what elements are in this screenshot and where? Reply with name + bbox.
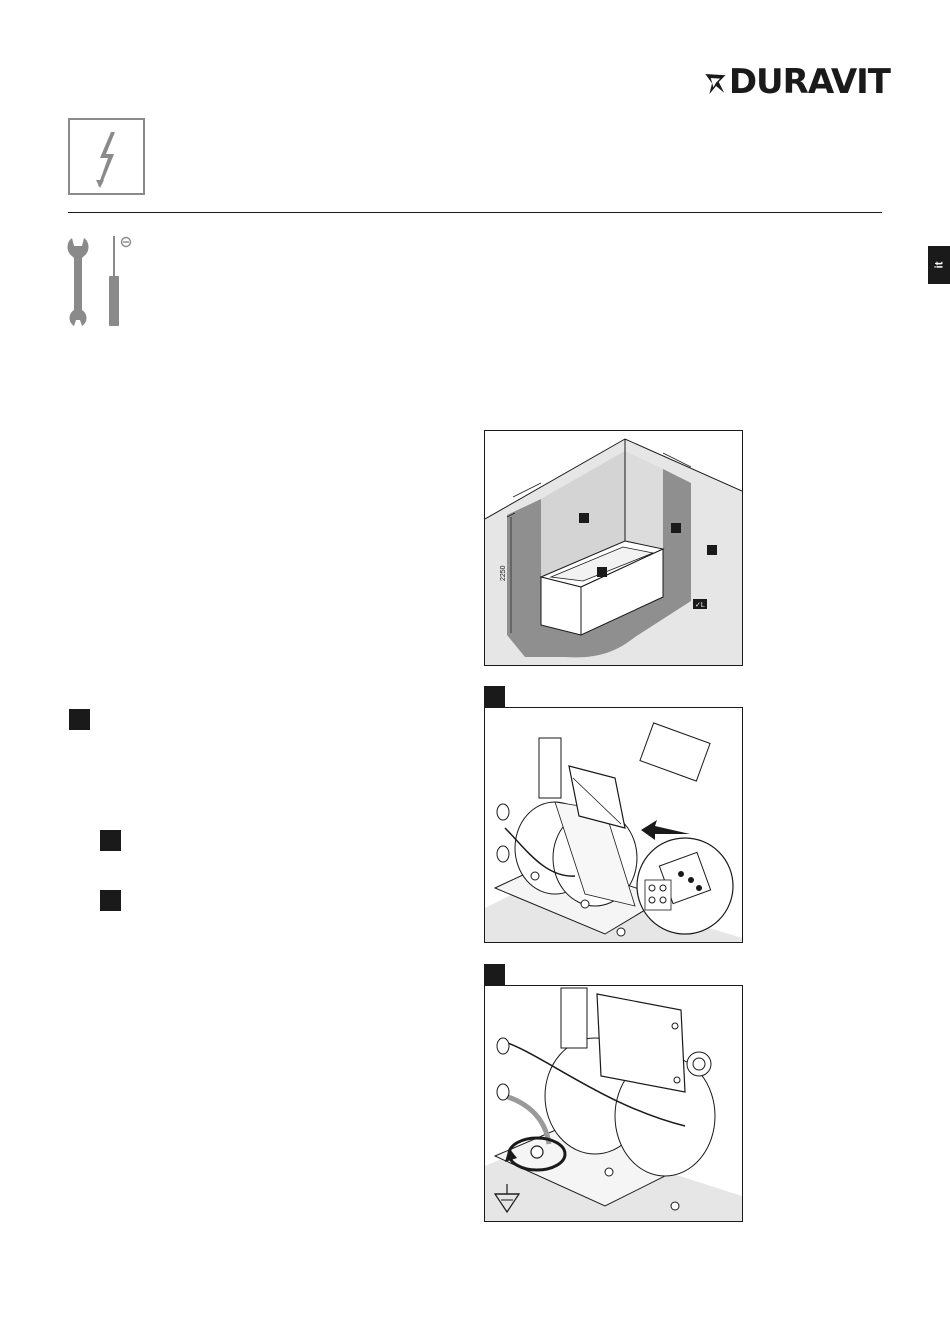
duravit-logo [704, 60, 890, 104]
figure-3-number [484, 964, 505, 985]
step-marker-1 [69, 709, 90, 730]
language-tab-label: it [932, 261, 945, 269]
screwdriver-icon [100, 234, 134, 328]
header-divider [68, 212, 882, 213]
zone-marker-tub [597, 567, 607, 577]
figure-pump-connection [484, 707, 743, 943]
wall-socket-label: ✓L [695, 602, 705, 609]
figure-pump-earthing [484, 985, 743, 1222]
step-marker-2 [100, 830, 121, 851]
tools-required [64, 234, 134, 328]
height-dimension-label: 2250 [500, 565, 507, 581]
zone-marker-outer [707, 545, 717, 555]
figure-bathroom-zones [484, 430, 743, 666]
zone-marker-side [671, 523, 681, 533]
figure-2-number [484, 686, 505, 707]
zone-marker-wall [579, 513, 589, 523]
electrical-warning-box [68, 118, 145, 195]
language-tab[interactable] [928, 246, 950, 284]
brand-name: DURAVIT [728, 62, 890, 102]
step-marker-3 [100, 890, 121, 911]
duravit-bird-icon [704, 62, 727, 102]
lightning-warning-icon [70, 120, 143, 193]
